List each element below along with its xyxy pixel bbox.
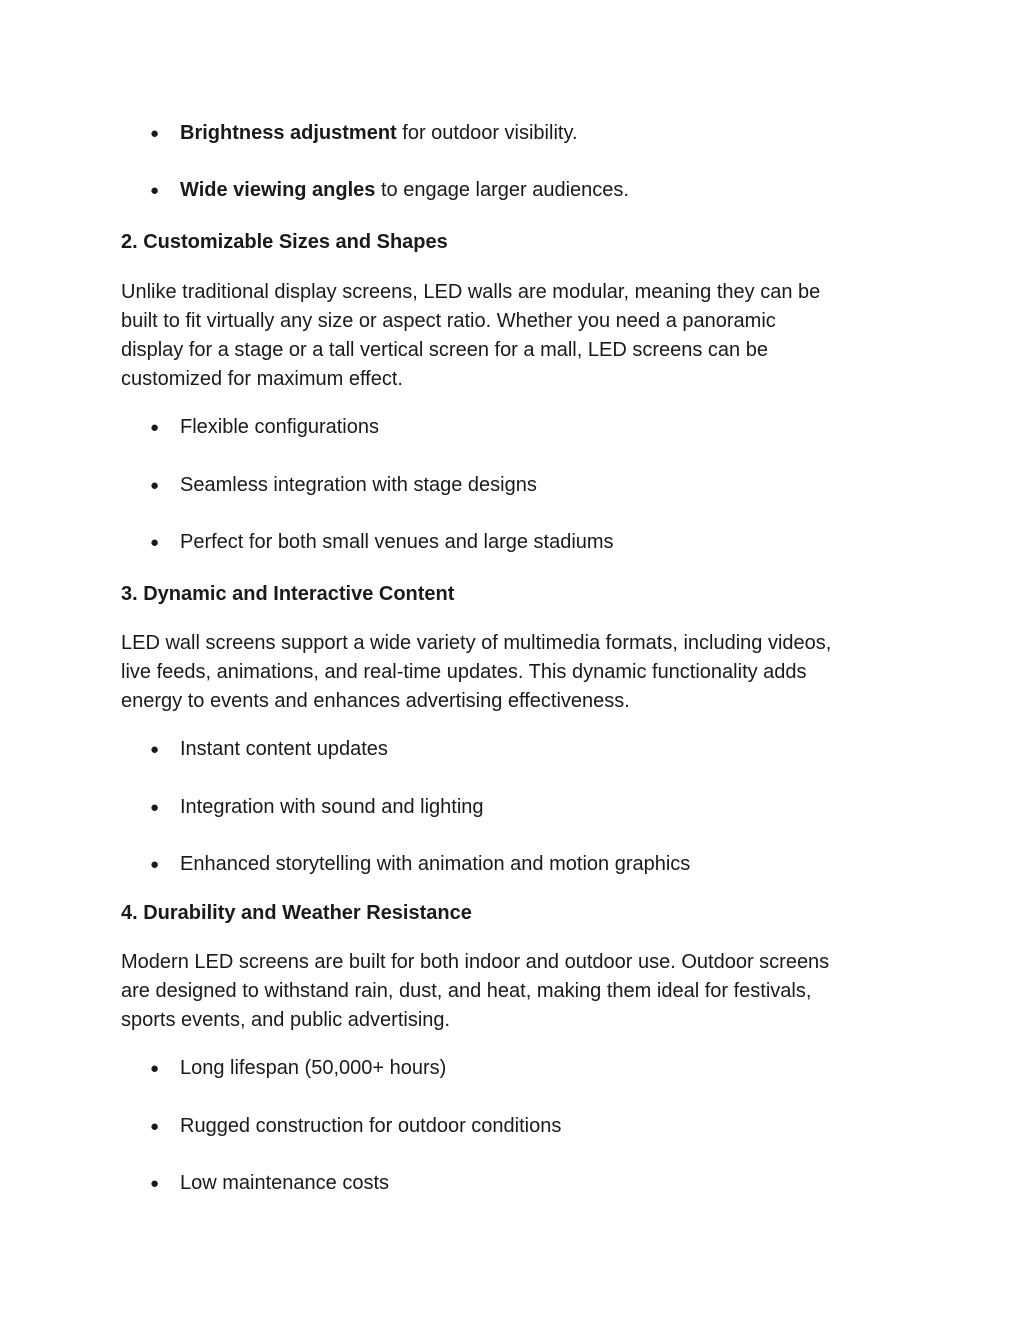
bullet-icon: ● xyxy=(150,1118,160,1135)
bullet-icon: ● xyxy=(150,856,160,873)
bullet-text: Seamless integration with stage designs xyxy=(180,474,537,496)
bullet-icon: ● xyxy=(150,741,160,758)
bullet-text: Instant content updates xyxy=(180,738,388,760)
paragraph-line: LED wall screens support a wide variety of multimedia formats, including videos, xyxy=(121,632,832,654)
bullet-text: Flexible configurations xyxy=(180,416,379,438)
bullet-text: Enhanced storytelling with animation and motion graphics xyxy=(180,853,691,875)
paragraph-line: Modern LED screens are built for both indoor and outdoor use. Outdoor screens xyxy=(121,951,830,973)
section-heading: 3. Dynamic and Interactive Content xyxy=(121,583,455,605)
paragraph-line: customized for maximum effect. xyxy=(121,368,403,390)
bullet-text: Perfect for both small venues and large stadiums xyxy=(180,531,614,553)
section-paragraph xyxy=(121,948,911,1035)
bullet-icon: ● xyxy=(150,799,160,816)
bullet-icon: ● xyxy=(150,477,160,494)
bullet-text: Low maintenance costs xyxy=(180,1172,390,1194)
paragraph-line: are designed to withstand rain, dust, and heat, making them ideal for festivals, xyxy=(121,980,812,1002)
bullet-icon: ● xyxy=(150,1175,160,1192)
list-item xyxy=(150,1112,910,1141)
bullet-icon: ● xyxy=(150,1060,160,1077)
paragraph-line: display for a stage or a tall vertical screen for a mall, LED screens can be xyxy=(121,339,768,361)
paragraph-line: energy to events and enhances advertising effectiveness. xyxy=(121,690,630,712)
paragraph-line: sports events, and public advertising. xyxy=(121,1009,451,1031)
section-heading: 2. Customizable Sizes and Shapes xyxy=(121,231,448,253)
list-item xyxy=(150,471,910,500)
bullet-text: to engage larger audiences. xyxy=(375,179,629,201)
bullet-icon: ● xyxy=(150,182,160,199)
bullet-icon: ● xyxy=(150,419,160,436)
section-heading: 4. Durability and Weather Resistance xyxy=(121,902,472,924)
bullet-icon: ● xyxy=(150,534,160,551)
bullet-bold-text: Wide viewing angles xyxy=(180,179,376,201)
bullet-text: Long lifespan (50,000+ hours) xyxy=(180,1057,447,1079)
bullet-icon: ● xyxy=(150,125,160,142)
list-item xyxy=(150,793,910,822)
bullet-text: for outdoor visibility. xyxy=(396,122,578,144)
list-item xyxy=(150,176,910,205)
bullet-text: Rugged construction for outdoor conditions xyxy=(180,1115,562,1137)
section-paragraph xyxy=(121,629,911,716)
list-item xyxy=(150,1054,910,1083)
bullet-bold-text: Brightness adjustment xyxy=(180,122,397,144)
list-item xyxy=(150,1169,910,1198)
paragraph-line: built to fit virtually any size or aspect ratio. Whether you need a panoramic xyxy=(121,310,776,332)
list-item xyxy=(150,735,910,764)
list-item xyxy=(150,413,910,442)
section-paragraph xyxy=(121,278,911,394)
paragraph-line: Unlike traditional display screens, LED walls are modular, meaning they can be xyxy=(121,281,821,303)
list-item xyxy=(150,119,910,148)
list-item xyxy=(150,850,910,879)
paragraph-line: live feeds, animations, and real-time updates. This dynamic functionality adds xyxy=(121,661,807,683)
bullet-text: Integration with sound and lighting xyxy=(180,796,484,818)
list-item xyxy=(150,528,910,557)
